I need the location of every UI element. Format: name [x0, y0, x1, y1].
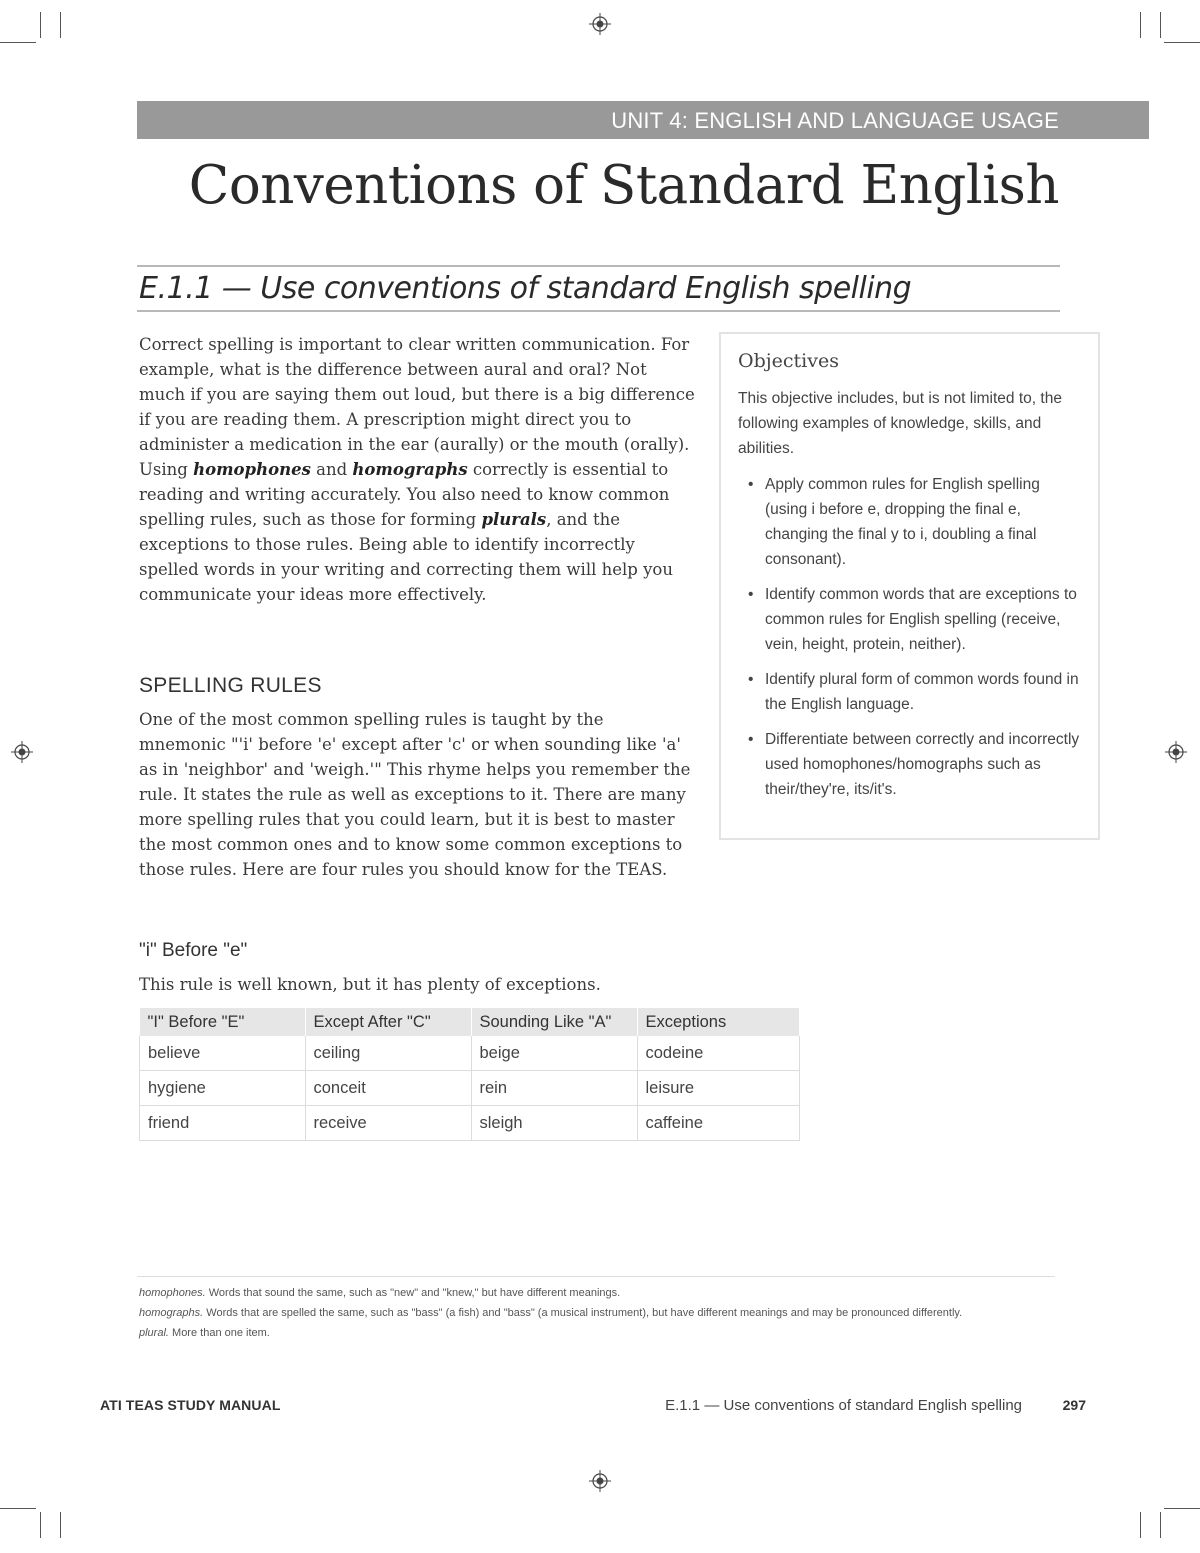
- column-header: Sounding Like "A": [471, 1008, 637, 1036]
- spelling-rules-paragraph: One of the most common spelling rules is taught by the mnemonic "'i' before 'e' except after 'c' or when sounding like 'a' as in 'neighbor' and 'weigh.'" This rhyme helps you remember the rule. It states the rule as well as exceptions to it. There are many more spelling rules that you could learn, but it is best to master the most common ones and to know some common exceptions to those rules. Here are four rules you should know for the TEAS.: [139, 710, 691, 879]
- footnote-rule: [137, 1276, 1055, 1277]
- objectives-list: [746, 472, 1081, 812]
- registration-target-icon: [1165, 741, 1187, 763]
- intro-paragraph: Correct spelling is important to clear written communication. For example, what is the difference between aural and oral? Not much if you are saying them out loud, but there is a big difference if you are reading them. A prescription might direct you to administer a medication in the ear (aurally) or the mouth (orally). Using homophones and homographs correctly is essential to reading and writing accurately. You also need to know common spelling rules, such as those for forming plurals, and the exceptions to those rules. Being able to identify incorrectly spelled words in your writing and correcting them will help you communicate your ideas more effectively.: [139, 335, 695, 604]
- glossary-term-homophones: homophones: [193, 460, 311, 479]
- crop-mark: [1140, 1512, 1141, 1538]
- crop-mark: [0, 1508, 36, 1509]
- crop-mark: [1164, 42, 1200, 43]
- column-header: "I" Before "E": [140, 1008, 306, 1036]
- crop-mark: [40, 1512, 41, 1538]
- glossary-term-plurals: plurals: [481, 510, 547, 529]
- crop-mark: [1140, 12, 1141, 38]
- crop-mark: [40, 12, 41, 38]
- list-item: • Identify common words that are exceptions to common rules for English spelling (receive, vein, height, protein, neither).: [748, 586, 1077, 653]
- crop-mark: [1160, 1512, 1161, 1538]
- crop-mark: [1160, 12, 1161, 38]
- registration-target-icon: [11, 741, 33, 763]
- glossary-footnotes: [139, 1286, 1039, 1346]
- objectives-intro: This objective includes, but is not limited to, the following examples of knowledge, skills, and abilities.: [738, 390, 1062, 457]
- table-cell: beige: [471, 1036, 637, 1071]
- spelling-rules-heading: SPELLING RULES: [139, 674, 322, 697]
- crop-mark: [60, 12, 61, 38]
- footnote: homophones. Words that sound the same, such as "new" and "knew," but have different meanings.: [139, 1287, 621, 1299]
- section-title: E.1.1 — Use conventions of standard English spelling: [139, 271, 912, 306]
- glossary-term-homographs: homographs: [352, 460, 468, 479]
- table-cell: friend: [140, 1106, 306, 1141]
- objectives-title: Objectives: [738, 350, 839, 372]
- table-row: [140, 1071, 800, 1106]
- chapter-title: Conventions of Standard English: [188, 155, 1059, 216]
- column-header: Exceptions: [637, 1008, 800, 1036]
- list-item: • Differentiate between correctly and incorrectly used homophones/homographs such as their/they're, its/it's.: [748, 731, 1080, 798]
- i-before-e-intro: This rule is well known, but it has plenty of exceptions.: [139, 975, 601, 994]
- crop-mark: [1164, 1508, 1200, 1509]
- list-item: • Apply common rules for English spelling (using i before e, dropping the final e, changing the final y to i, doubling a final consonant).: [748, 476, 1040, 568]
- crop-mark: [0, 42, 36, 43]
- table-cell: leisure: [637, 1071, 800, 1106]
- table-cell: hygiene: [140, 1071, 306, 1106]
- table-cell: receive: [305, 1106, 471, 1141]
- i-before-e-heading: "i" Before "e": [139, 940, 248, 961]
- registration-target-icon: [589, 13, 611, 35]
- table-cell: ceiling: [305, 1036, 471, 1071]
- footnote: plural. More than one item.: [139, 1327, 270, 1339]
- footnote: homographs. Words that are spelled the same, such as "bass" (a fish) and "bass" (a musical instrument), but have different meanings and may be pronounced differently.: [139, 1307, 963, 1319]
- table-row: [140, 1036, 800, 1071]
- table-cell: sleigh: [471, 1106, 637, 1141]
- table-cell: caffeine: [637, 1106, 800, 1141]
- i-before-e-table: [139, 1008, 800, 1141]
- footer-manual-title: ATI TEAS STUDY MANUAL: [100, 1397, 281, 1413]
- column-header: Except After "C": [305, 1008, 471, 1036]
- registration-target-icon: [589, 1470, 611, 1492]
- table-row: [140, 1106, 800, 1141]
- page-number: 297: [1062, 1397, 1086, 1413]
- section-rule-top: [137, 265, 1060, 267]
- footer-section-title: E.1.1 — Use conventions of standard English spelling: [665, 1397, 1022, 1414]
- table-cell: conceit: [305, 1071, 471, 1106]
- list-item: • Identify plural form of common words found in the English language.: [748, 671, 1079, 713]
- section-rule-bottom: [137, 310, 1060, 312]
- table-header-row: [140, 1008, 800, 1036]
- table-cell: believe: [140, 1036, 306, 1071]
- table-cell: codeine: [637, 1036, 800, 1071]
- crop-mark: [60, 1512, 61, 1538]
- table-cell: rein: [471, 1071, 637, 1106]
- unit-banner: UNIT 4: ENGLISH AND LANGUAGE USAGE: [137, 101, 1149, 139]
